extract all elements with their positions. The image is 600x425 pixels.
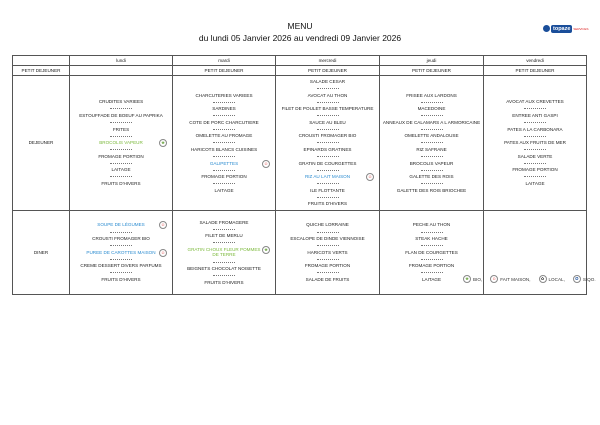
legend-label: FAIT MAISON, bbox=[500, 276, 531, 282]
dish-separator bbox=[213, 102, 235, 103]
menu-cell bbox=[173, 76, 276, 211]
dish-name: ILE FLOTTANTE bbox=[310, 187, 345, 193]
dish-item bbox=[175, 93, 273, 99]
dish-item bbox=[382, 174, 481, 180]
dish-item bbox=[278, 106, 377, 112]
dish-separator bbox=[421, 142, 443, 143]
dish-item bbox=[382, 133, 481, 139]
day-header-row bbox=[13, 56, 587, 66]
dish-item bbox=[278, 174, 377, 180]
dish-name: QUICHE LORRAINE bbox=[306, 222, 349, 228]
dish-list bbox=[380, 90, 483, 197]
dish-list bbox=[70, 96, 172, 189]
fait-maison-icon: ☺ bbox=[160, 249, 166, 255]
dish-item bbox=[72, 113, 170, 119]
dish-item bbox=[486, 127, 584, 133]
dish-name: FRUITS D'HIVERS bbox=[101, 276, 141, 282]
day-header: mardi bbox=[173, 56, 276, 66]
dish-name: PECHE AU THON bbox=[412, 222, 451, 228]
dish-item bbox=[382, 250, 481, 256]
dish-separator bbox=[110, 245, 132, 246]
dish-item bbox=[278, 120, 377, 126]
dish-name: LAITAGE bbox=[525, 180, 545, 186]
dish-separator bbox=[421, 129, 443, 130]
dish-name: GALETTE DES ROIS bbox=[409, 174, 454, 180]
dish-name: OMELETTE AU FROMAGE bbox=[195, 133, 253, 139]
dish-item bbox=[486, 99, 584, 105]
dish-name: CROUSTI FROMAGER BIO bbox=[92, 236, 150, 242]
fait-maison-icon: ☺ bbox=[160, 222, 166, 228]
dish-name: ANNEAUX DE CALAMARS A L ARMORICAINE bbox=[382, 119, 481, 125]
dish-name: SALADE CESAR bbox=[309, 79, 346, 84]
dish-item bbox=[382, 236, 481, 242]
dish-name: FRUITS D'HIVERS bbox=[101, 180, 141, 186]
siqo-icon: ✪ bbox=[573, 275, 581, 283]
dish-separator bbox=[524, 149, 546, 150]
dish-item bbox=[486, 113, 584, 119]
dish-name: FROMAGE PORTION bbox=[98, 153, 144, 159]
day-header: jeudi bbox=[380, 56, 484, 66]
dish-item bbox=[278, 79, 377, 85]
dish-item bbox=[175, 220, 273, 226]
dish-separator bbox=[421, 259, 443, 260]
dish-separator bbox=[110, 136, 132, 137]
dish-item bbox=[175, 247, 273, 258]
bio-icon: ❀ bbox=[159, 139, 167, 147]
dish-name: FRITES bbox=[112, 126, 130, 132]
dish-item bbox=[72, 236, 170, 242]
dish-item bbox=[72, 263, 170, 269]
dish-separator bbox=[524, 136, 546, 137]
dish-item bbox=[382, 188, 481, 194]
menu-cell bbox=[70, 76, 173, 211]
logo-mark-icon bbox=[543, 25, 550, 32]
dish-item bbox=[278, 133, 377, 139]
dish-separator bbox=[524, 122, 546, 123]
dish-item bbox=[486, 140, 584, 146]
dish-list bbox=[173, 90, 275, 197]
dish-separator bbox=[317, 197, 339, 198]
dish-name: PATES A LA CARBONARA bbox=[507, 126, 563, 132]
legend-item bbox=[573, 275, 596, 283]
dish-separator bbox=[421, 115, 443, 116]
dish-name: PUREE DE CAROTTES MAISON bbox=[86, 249, 156, 255]
menu-cell bbox=[173, 210, 276, 294]
dish-item bbox=[278, 93, 377, 99]
dish-item bbox=[486, 181, 584, 187]
dish-item bbox=[175, 188, 273, 194]
dish-separator bbox=[421, 170, 443, 171]
topaze-logo bbox=[543, 24, 589, 33]
dish-name: SAUCE AU BLEU bbox=[309, 119, 346, 125]
dish-name: CREME DESSERT DIVERS PARFUMS bbox=[80, 263, 162, 269]
dish-separator bbox=[524, 108, 546, 109]
dish-item bbox=[175, 120, 273, 126]
dish-name: RIZ AU LAIT MAISON bbox=[304, 174, 351, 180]
dish-name: FRUITS D'HIVERS bbox=[204, 279, 244, 285]
dish-item bbox=[382, 147, 481, 153]
dish-list bbox=[484, 249, 586, 255]
dish-separator bbox=[213, 115, 235, 116]
menu-cell bbox=[70, 210, 173, 294]
dish-item bbox=[175, 174, 273, 180]
dish-list bbox=[173, 217, 275, 289]
dish-separator bbox=[317, 183, 339, 184]
dish-item bbox=[175, 106, 273, 112]
dish-name: LAITAGE bbox=[421, 276, 442, 282]
dish-item bbox=[72, 154, 170, 160]
legend-item bbox=[463, 275, 482, 283]
dish-separator bbox=[110, 259, 132, 260]
dish-item bbox=[175, 161, 273, 167]
dejeuner-row bbox=[13, 76, 587, 211]
dish-separator bbox=[110, 108, 132, 109]
dish-item bbox=[278, 277, 377, 283]
dish-name: SALADE VERTE bbox=[517, 153, 553, 159]
dish-item bbox=[382, 106, 481, 112]
dish-separator bbox=[421, 232, 443, 233]
dish-separator bbox=[317, 102, 339, 103]
menu-table bbox=[12, 55, 587, 295]
dish-item bbox=[382, 263, 481, 269]
dish-separator bbox=[421, 272, 443, 273]
dish-separator bbox=[110, 149, 132, 150]
dish-separator bbox=[213, 156, 235, 157]
dish-separator bbox=[213, 242, 235, 243]
dish-item bbox=[175, 133, 273, 139]
dish-separator bbox=[317, 272, 339, 273]
menu-cell bbox=[380, 76, 484, 211]
dish-list bbox=[276, 76, 379, 210]
dish-name: LAITAGE bbox=[214, 187, 234, 193]
dish-name: BEIGNETS CHOCOLAT NOISETTE bbox=[187, 266, 261, 272]
dish-separator bbox=[317, 88, 339, 89]
dish-separator bbox=[317, 156, 339, 157]
dish-name: OMELETTE ANDALOUSE bbox=[404, 133, 459, 139]
dish-name: COTE DE PORC CHARCUTIERE bbox=[189, 119, 259, 125]
dish-name: GALIPETTES bbox=[209, 160, 239, 166]
dish-name: SALADE DE FRUITS bbox=[305, 276, 350, 282]
dish-name: FROMAGE PORTION bbox=[304, 263, 351, 269]
dish-name: GRATIN DE COURGETTES bbox=[298, 160, 357, 166]
dish-item bbox=[72, 277, 170, 283]
dish-name: LAITAGE bbox=[111, 167, 131, 173]
dish-name: FROMAGE PORTION bbox=[512, 167, 558, 173]
dish-name: ESCALOPE DE DINDE VIENNOISE bbox=[290, 236, 365, 242]
dish-separator bbox=[317, 232, 339, 233]
dish-separator bbox=[110, 232, 132, 233]
dish-item bbox=[382, 161, 481, 167]
dish-separator bbox=[213, 129, 235, 130]
dish-item bbox=[72, 99, 170, 105]
dish-separator bbox=[213, 275, 235, 276]
dish-name: CRUDITES VARIEES bbox=[98, 99, 144, 105]
dish-separator bbox=[213, 183, 235, 184]
dish-separator bbox=[110, 163, 132, 164]
day-header: lundi bbox=[70, 56, 173, 66]
dish-name: STEAK HACHE bbox=[415, 236, 448, 242]
petit-dejeuner-cell: PETIT DEJEUNER bbox=[276, 66, 380, 76]
dish-separator bbox=[213, 262, 235, 263]
dish-name: EPINARDS GRATINES bbox=[303, 146, 352, 152]
dish-separator bbox=[524, 163, 546, 164]
petit-dejeuner-row bbox=[13, 66, 587, 76]
dish-item bbox=[175, 147, 273, 153]
legend-item bbox=[539, 275, 565, 283]
dish-item bbox=[278, 222, 377, 228]
dish-separator bbox=[110, 122, 132, 123]
dish-list bbox=[70, 219, 172, 285]
petit-dejeuner-cell: PETIT DEJEUNER bbox=[380, 66, 484, 76]
dish-name: BROCOLIS VAPEUR bbox=[409, 160, 454, 166]
row-label: PETIT DEJEUNER bbox=[13, 66, 70, 76]
fait-maison-icon: ☺ bbox=[367, 174, 373, 180]
dish-separator bbox=[213, 142, 235, 143]
dish-name: BROCOLIS VAPEUR bbox=[99, 140, 143, 146]
dish-item bbox=[72, 140, 170, 146]
legend-item bbox=[490, 275, 530, 283]
dish-item bbox=[278, 250, 377, 256]
menu-cell bbox=[276, 76, 380, 211]
bio-icon: ❀ bbox=[463, 275, 471, 283]
dish-list bbox=[276, 219, 379, 285]
dish-item bbox=[175, 280, 273, 286]
dish-separator bbox=[317, 170, 339, 171]
dish-name: HARICOTS BLANCS CUISINES bbox=[190, 146, 258, 152]
petit-dejeuner-cell: PETIT DEJEUNER bbox=[173, 66, 276, 76]
page-subtitle: du lundi 05 Janvier 2026 au vendredi 09 Janvier 2026 bbox=[198, 33, 402, 43]
dish-separator bbox=[110, 176, 132, 177]
legend-label: SIQO. bbox=[582, 276, 596, 282]
row-label: DEJEUNER bbox=[13, 76, 70, 211]
dish-item bbox=[278, 201, 377, 207]
dish-item bbox=[72, 222, 170, 228]
dish-item bbox=[72, 250, 170, 256]
dish-item bbox=[72, 127, 170, 133]
logo-text: topaze bbox=[553, 25, 571, 32]
dish-name: MACEDOINE bbox=[417, 106, 446, 112]
day-header: vendredi bbox=[484, 56, 587, 66]
legend-label: LOCAL, bbox=[548, 276, 565, 282]
row-label: DINER bbox=[13, 210, 70, 294]
dish-name: HARICOTS VERTS bbox=[307, 249, 348, 255]
dish-name: ENTREE ANTI GASPI bbox=[512, 112, 558, 118]
dish-name: FROMAGE PORTION bbox=[408, 263, 455, 269]
dish-item bbox=[486, 167, 584, 173]
dish-item bbox=[486, 154, 584, 160]
dish-item bbox=[382, 93, 481, 99]
dish-separator bbox=[213, 229, 235, 230]
menu-cell bbox=[484, 76, 587, 211]
dish-separator bbox=[317, 142, 339, 143]
dish-name: AVOCAT AUX CREVETTES bbox=[506, 99, 564, 105]
logo-subtext: SERVICES bbox=[573, 26, 589, 31]
legend bbox=[455, 275, 596, 283]
menu-cell bbox=[276, 210, 380, 294]
page-title: MENU bbox=[287, 21, 313, 31]
bio-icon: ❀ bbox=[262, 246, 270, 254]
dish-name: SOUPE DE LÉGUMES bbox=[97, 222, 145, 228]
dish-list bbox=[484, 96, 586, 189]
dish-name: SALADE FROMAGERE bbox=[199, 219, 249, 225]
legend-label: BIO, bbox=[473, 276, 483, 282]
dish-separator bbox=[524, 176, 546, 177]
dish-separator bbox=[110, 272, 132, 273]
petit-dejeuner-cell bbox=[70, 66, 173, 76]
dish-item bbox=[72, 181, 170, 187]
dish-name: PATES AUX FRUITS DE MER bbox=[504, 140, 566, 146]
dish-name: FILET DE MERLU bbox=[205, 233, 243, 239]
dish-item bbox=[382, 120, 481, 126]
dish-separator bbox=[421, 183, 443, 184]
dish-separator bbox=[317, 115, 339, 116]
local-icon: ✿ bbox=[539, 275, 547, 283]
dish-name: FRISEE AUX LARDONS bbox=[406, 92, 457, 98]
dish-item bbox=[278, 147, 377, 153]
dish-item bbox=[278, 161, 377, 167]
dish-separator bbox=[421, 156, 443, 157]
dish-separator bbox=[317, 245, 339, 246]
dish-item bbox=[278, 188, 377, 194]
dish-separator bbox=[421, 102, 443, 103]
petit-dejeuner-cell: PETIT DEJEUNER bbox=[484, 66, 587, 76]
dish-item bbox=[175, 233, 273, 239]
dish-item bbox=[175, 266, 273, 272]
dish-separator bbox=[317, 129, 339, 130]
dish-name: ESTOUFFADE DE BOEUF AU PAPRIKA bbox=[79, 112, 163, 118]
dish-name: CROUSTI FROMAGER BIO bbox=[298, 133, 357, 139]
dish-name: CHARCUTERIES VARIEES bbox=[195, 92, 253, 98]
dish-item bbox=[278, 236, 377, 242]
dish-separator bbox=[421, 245, 443, 246]
dish-name: GRATIN CHOUX FLEUR POMMES DE TERRE bbox=[187, 246, 261, 258]
dish-item bbox=[72, 167, 170, 173]
day-header: mercredi bbox=[276, 56, 380, 66]
dish-name: FROMAGE PORTION bbox=[201, 174, 247, 180]
dish-separator bbox=[213, 170, 235, 171]
dish-name: RIZ SAFRANE bbox=[416, 146, 447, 152]
dish-item bbox=[382, 222, 481, 228]
dish-name: FRUITS D'HIVERS bbox=[307, 201, 348, 207]
dish-name: AVOCAT AU THON bbox=[307, 92, 348, 98]
dish-item bbox=[278, 263, 377, 269]
fait-maison-icon: ☺ bbox=[492, 276, 497, 281]
dish-name: SARDINES bbox=[212, 106, 236, 112]
dish-name: FLAN DE COURGETTES bbox=[405, 249, 458, 255]
dish-name: GALETTE DES ROIS BRIOCHEE bbox=[396, 187, 467, 193]
dish-separator bbox=[317, 259, 339, 260]
fait-maison-icon: ☺ bbox=[263, 160, 269, 166]
dish-name: FILET DE POULET BASSE TEMPERATURE bbox=[281, 106, 374, 112]
corner-cell bbox=[13, 56, 70, 66]
